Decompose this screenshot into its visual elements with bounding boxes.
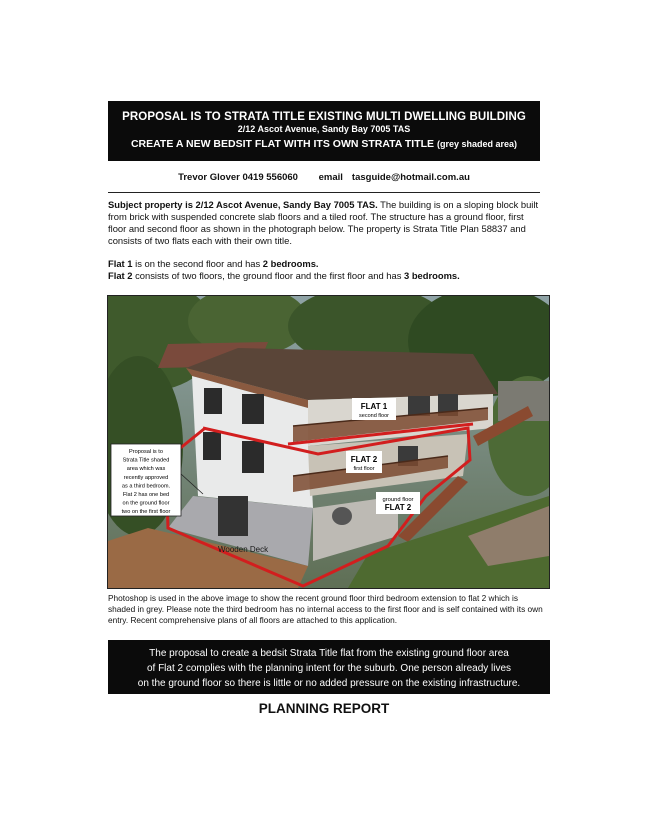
building-photo — [107, 295, 550, 589]
callout-line: as a third bedroom. — [121, 483, 171, 490]
callout-line: on the ground floor — [122, 500, 170, 507]
window — [203, 432, 221, 460]
ground-floor-sub: ground floor — [382, 497, 414, 503]
summary-banner — [108, 640, 550, 694]
callout-line: two on the first floor — [121, 509, 171, 516]
flat2-text: consists of two floors, the ground floor and the first floor and has — [132, 270, 404, 281]
flat2-tag — [346, 451, 382, 473]
ground-floor-tag — [376, 492, 420, 514]
callout-line: Proposal is to — [129, 449, 163, 455]
header-proposal-main: CREATE A NEW BEDSIT FLAT WITH ITS OWN STRATA TITLE — [130, 138, 435, 150]
flat2-title: FLAT 2 — [350, 455, 378, 464]
summary-line-1: The proposal to create a bedsit Strata Title flat from the existing ground floor area — [149, 648, 509, 659]
callout-line: recently approved — [123, 474, 169, 481]
photo-caption: Photoshop is used in the above image to show the recent ground floor third bedroom extension to flat 2 which is shaded in grey. Please note the third bedroom has no internal access to the first floor and is self contained with its own entry. Recent comprehensive plans of all floors are attached to this application. — [108, 593, 543, 625]
ground-floor-title: FLAT 2 — [384, 503, 412, 512]
flat2-sub: first floor — [353, 466, 375, 472]
summary-line-3: on the ground floor so there is little or no added pressure on the existing infrastructure. — [137, 678, 521, 689]
header-proposal-note: (grey shaded area) — [436, 139, 518, 149]
header-proposal — [108, 137, 540, 152]
flat1-text: is on the second floor and has — [132, 258, 263, 269]
contact-line — [108, 172, 540, 183]
building-illustration — [108, 296, 549, 588]
intro-description: The building is on a sloping block built from brick with suspended concrete slab floors and a tiled roof. The structure has a ground floor, first floor and second floor as shown in the photograph below. The property is Strata Title Plan 58837 and consists of two flats each with their own title. — [108, 199, 539, 246]
flat1-sub: second floor — [359, 413, 389, 419]
flat1-label: Flat 1 — [108, 258, 133, 269]
flat1-bedrooms: 2 bedrooms. — [262, 258, 319, 269]
flat1-title: FLAT 1 — [360, 402, 388, 411]
deck-label: Wooden Deck — [218, 545, 269, 554]
callout-line: Strata Title shaded — [122, 457, 170, 464]
callout-line: area which was — [126, 466, 166, 473]
contact-name-phone: Trevor Glover 0419 556060 — [178, 172, 298, 183]
contact-email[interactable]: tasguide@hotmail.com.au — [351, 172, 470, 183]
summary-line-2: of Flat 2 complies with the planning intent for the suburb. One person already lives — [146, 663, 512, 674]
flat1-tag — [352, 398, 396, 420]
flat2-label: Flat 2 — [108, 270, 133, 281]
header-title: PROPOSAL IS TO STRATA TITLE EXISTING MULTI DWELLING BUILDING — [122, 111, 526, 123]
satellite-dish — [332, 507, 352, 525]
flat2-line — [108, 270, 542, 282]
callout-line: Flat 2 has one bed — [122, 492, 170, 498]
intro-subject: Subject property is 2/12 Ascot Avenue, Sandy Bay 7005 TAS. — [108, 199, 378, 210]
flats-summary — [108, 258, 542, 282]
report-title: PLANNING REPORT — [258, 701, 390, 716]
window — [204, 388, 222, 414]
flat2-bedrooms: 3 bedrooms. — [404, 270, 460, 281]
window — [242, 441, 264, 473]
flat1-line — [108, 258, 542, 270]
intro-paragraph — [108, 199, 542, 247]
header-banner — [108, 101, 540, 161]
divider — [108, 192, 540, 193]
contact-email-label: email — [318, 172, 343, 183]
header-address: 2/12 Ascot Avenue, Sandy Bay 7005 TAS — [237, 124, 411, 134]
window — [242, 394, 264, 424]
